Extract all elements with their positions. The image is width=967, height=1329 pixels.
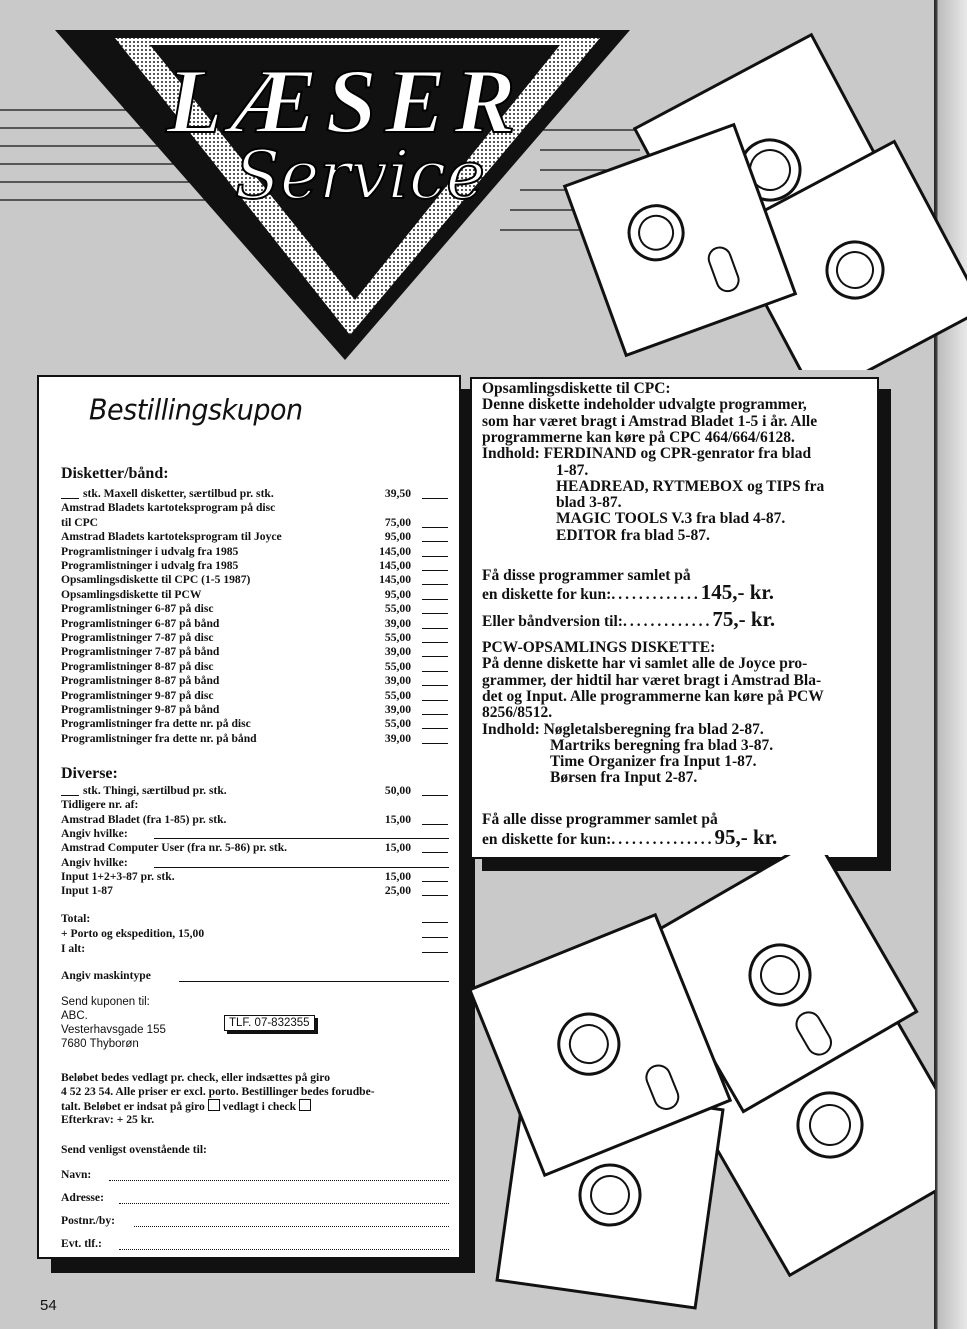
- order-item-price: 39,50: [384, 487, 411, 500]
- order-item-price: 55,00: [384, 602, 411, 616]
- order-item-price: 95,00: [384, 587, 411, 601]
- order-quantity-field[interactable]: [422, 673, 448, 686]
- order-item-price: 145,00: [379, 559, 411, 572]
- check-label: vedlagt i check: [222, 1100, 297, 1113]
- order-item-label: Programlistninger 9-87 på bånd: [61, 703, 220, 716]
- order-quantity-field[interactable]: [422, 572, 448, 585]
- quantity-field[interactable]: [61, 486, 79, 499]
- order-item-label: Programlistninger 7-87 på disc: [61, 631, 214, 644]
- info-box: [470, 377, 879, 859]
- order-quantity-field[interactable]: [422, 716, 448, 729]
- send-to-label: Send venligst ovenstående til:: [61, 1143, 207, 1156]
- address-label: Adresse:: [61, 1191, 104, 1204]
- order-coupon: [37, 375, 461, 1259]
- info-line: Børsen fra Input 2-87.: [550, 769, 698, 787]
- order-item-price: 75,00: [384, 515, 411, 529]
- info-line: 1-87.: [556, 461, 589, 479]
- order-quantity-field[interactable]: [422, 544, 448, 557]
- order-item-price: 15,00: [384, 869, 411, 883]
- order-quantity-field[interactable]: [422, 688, 448, 701]
- order-quantity-field[interactable]: [422, 587, 448, 600]
- order-item-label: Angiv hvilke:: [61, 826, 128, 840]
- info-line: Martriks beregning fra blad 3-87.: [550, 736, 774, 754]
- order-quantity-field[interactable]: [422, 515, 448, 528]
- order-item-label: Programlistninger 9-87 på disc: [61, 688, 214, 702]
- giro-label: talt. Beløbet er indsat på giro: [61, 1100, 205, 1113]
- machine-type-field[interactable]: [179, 969, 449, 982]
- order-quantity-field[interactable]: [422, 840, 448, 853]
- order-item-label: Amstrad Computer User (fra nr. 5-86) pr. stk.: [61, 841, 288, 855]
- phone-box: TLF. 07-832355: [224, 1015, 315, 1031]
- order-item-price: 39,00: [384, 674, 411, 688]
- order-item-label: Programlistninger 8-87 på bånd: [61, 674, 220, 688]
- order-item-label: stk. Maxell disketter, særtilbud pr. stk.: [83, 487, 274, 500]
- order-item-label: Programlistninger i udvalg fra 1985: [61, 544, 239, 558]
- info-line: Indhold: FERDINAND og CPR-genrator fra blad: [482, 445, 812, 463]
- order-item-label: Programlistninger fra dette nr. på disc: [61, 717, 251, 731]
- order-item-price: 39,00: [384, 616, 411, 630]
- floppy-disks-illustration: [460, 855, 935, 1310]
- order-quantity-field[interactable]: [422, 644, 448, 657]
- order-item-label: Programlistninger 7-87 på bånd: [61, 645, 220, 659]
- address-line: Vesterhavsgade 155: [61, 1024, 166, 1036]
- info-line: EDITOR fra blad 5-87.: [556, 526, 710, 544]
- address-line: 7680 Thyborøn: [61, 1038, 139, 1050]
- order-quantity-field[interactable]: [422, 812, 448, 825]
- order-item-label: Programlistninger 6-87 på bånd: [61, 616, 220, 630]
- order-quantity-field[interactable]: [422, 883, 448, 896]
- address-line: ABC.: [61, 1010, 88, 1022]
- order-item-label: Input 1+2+3-87 pr. stk.: [61, 869, 175, 883]
- order-quantity-field[interactable]: [422, 486, 448, 499]
- section-disks-heading: Disketter/bånd:: [61, 465, 169, 482]
- info-line: PCW-OPSAMLINGS DISKETTE:: [482, 639, 716, 656]
- order-quantity-field[interactable]: [422, 659, 448, 672]
- order-quantity-field[interactable]: [422, 558, 448, 571]
- total-field[interactable]: [422, 910, 448, 923]
- order-item-price: 25,00: [384, 884, 411, 898]
- info-line: grammer, der hidtil har været bragt i Amstrad Bla-: [482, 671, 822, 689]
- page-number: 54: [40, 1297, 57, 1314]
- order-item-label: Programlistninger 6-87 på disc: [61, 602, 214, 616]
- info-line: MAGIC TOOLS V.3 fra blad 4-87.: [556, 510, 786, 528]
- info-line: Time Organizer fra Input 1-87.: [550, 753, 757, 771]
- phone-field[interactable]: [119, 1237, 449, 1250]
- tape-offer-text: Eller båndversion til:.............75,- kr.: [482, 607, 776, 631]
- order-item-label: til CPC: [61, 515, 99, 529]
- order-item-price: 39,00: [384, 645, 411, 659]
- order-item-label: Amstrad Bladets kartoteksprogram på disc: [61, 501, 276, 515]
- order-quantity-field[interactable]: [422, 731, 448, 744]
- info-line: det og Input. Alle programmerne kan køre på PCW: [482, 687, 824, 705]
- info-line: programmerne kan køre på CPC 464/664/6128.: [482, 428, 795, 446]
- postcode-field[interactable]: [134, 1214, 449, 1227]
- info-line: blad 3-87.: [556, 494, 622, 512]
- payment-text-giro: [61, 1099, 311, 1114]
- order-item-label: Opsamlingsdiskette til CPC (1-5 1987): [61, 573, 251, 587]
- order-item-label: Input 1-87: [61, 884, 113, 898]
- info-line: På denne diskette har vi samlet alle de Joyce pro-: [482, 655, 808, 673]
- order-item-price: 55,00: [384, 688, 411, 702]
- order-quantity-field[interactable]: [422, 601, 448, 614]
- grand-total-label: I alt:: [61, 942, 86, 955]
- order-quantity-field[interactable]: [422, 783, 448, 796]
- shipping-label: + Porto og ekspedition, 15,00: [61, 927, 205, 940]
- grand-total-field[interactable]: [422, 940, 448, 953]
- coupon-title: Bestillingskupon: [89, 394, 303, 427]
- order-item-price: 145,00: [379, 573, 411, 587]
- order-item-price: 39,00: [384, 703, 411, 716]
- order-item-price: 55,00: [384, 631, 411, 644]
- tape-offer-price: 75,- kr.: [712, 607, 776, 631]
- order-item-label: Programlistninger fra dette nr. på bånd: [61, 731, 257, 745]
- order-item-price: 95,00: [384, 530, 411, 544]
- header-artwork: [0, 0, 967, 370]
- address-field[interactable]: [119, 1191, 449, 1204]
- shipping-field[interactable]: [422, 925, 448, 938]
- payment-text: 4 52 23 54. Alle priser er excl. porto. Bestillinger bedes forudbe-: [61, 1085, 375, 1098]
- info-line: som har været bragt i Amstrad Bladet 1-5 i år. Alle: [482, 412, 818, 430]
- order-item-price: 50,00: [384, 784, 411, 797]
- order-quantity-field[interactable]: [422, 529, 448, 542]
- check-checkbox[interactable]: [299, 1099, 311, 1111]
- offer-text: en diskette for kun:...............95,- kr.: [482, 825, 778, 849]
- title-laeser: LÆSER: [166, 50, 524, 152]
- order-item-price: 39,00: [384, 731, 411, 745]
- payment-text: Beløbet bedes vedlagt pr. check, eller indsættes på giro: [61, 1071, 331, 1084]
- address-line: Send kuponen til:: [61, 996, 150, 1008]
- order-item-label: Opsamlingsdiskette til PCW: [61, 587, 202, 601]
- order-quantity-field[interactable]: [422, 869, 448, 882]
- order-item-price: 15,00: [384, 841, 411, 855]
- section-misc-heading: Diverse:: [61, 765, 118, 782]
- order-quantity-field[interactable]: [422, 702, 448, 715]
- info-line: 8256/8512.: [482, 704, 553, 722]
- order-item-label: Programlistninger i udvalg fra 1985: [61, 559, 239, 572]
- info-line: Opsamlingsdiskette til CPC:: [482, 380, 671, 397]
- title-service: Service: [234, 137, 486, 214]
- order-item-price: 15,00: [384, 812, 411, 826]
- giro-checkbox[interactable]: [208, 1099, 220, 1111]
- info-line: Denne diskette indeholder udvalgte programmer,: [482, 396, 807, 414]
- specify-field[interactable]: [154, 826, 449, 839]
- pcw-offer-price: 95,- kr.: [714, 825, 778, 849]
- order-quantity-field[interactable]: [422, 630, 448, 643]
- total-label: Total:: [61, 912, 91, 925]
- order-quantity-field[interactable]: [422, 616, 448, 629]
- offer-text: Få disse programmer samlet på: [482, 567, 691, 584]
- info-line: Indhold: Nøgletalsberegning fra blad 2-87.: [482, 720, 764, 738]
- info-line: HEADREAD, RYTMEBOX og TIPS fra: [556, 477, 825, 495]
- order-item-label: stk. Thingi, særtilbud pr. stk.: [83, 784, 227, 797]
- order-item-label: Amstrad Bladets kartoteksprogram til Joyce: [61, 530, 282, 544]
- specify-field[interactable]: [154, 855, 449, 868]
- order-item-price: 145,00: [379, 544, 411, 558]
- order-item-label: Tidligere nr. af:: [61, 798, 139, 812]
- offer-text: Få alle disse programmer samlet på: [482, 811, 718, 828]
- phone-label: Evt. tlf.:: [61, 1237, 102, 1250]
- order-item-label: Programlistninger 8-87 på disc: [61, 659, 214, 673]
- order-item-price: 55,00: [384, 717, 411, 731]
- order-item-label: Angiv hvilke:: [61, 855, 128, 869]
- name-field[interactable]: [109, 1168, 449, 1181]
- order-item-price: 55,00: [384, 659, 411, 673]
- order-item-label: Amstrad Bladet (fra 1-85) pr. stk.: [61, 812, 227, 826]
- offer-text: en diskette for kun:.............145,- kr.: [482, 580, 775, 604]
- postcode-label: Postnr./by:: [61, 1214, 116, 1227]
- machine-type-label: Angiv maskintype: [61, 969, 151, 982]
- cod-text: Efterkrav: + 25 kr.: [61, 1113, 155, 1126]
- quantity-field[interactable]: [61, 783, 79, 796]
- name-label: Navn:: [61, 1168, 92, 1181]
- offer-price: 145,- kr.: [700, 580, 775, 604]
